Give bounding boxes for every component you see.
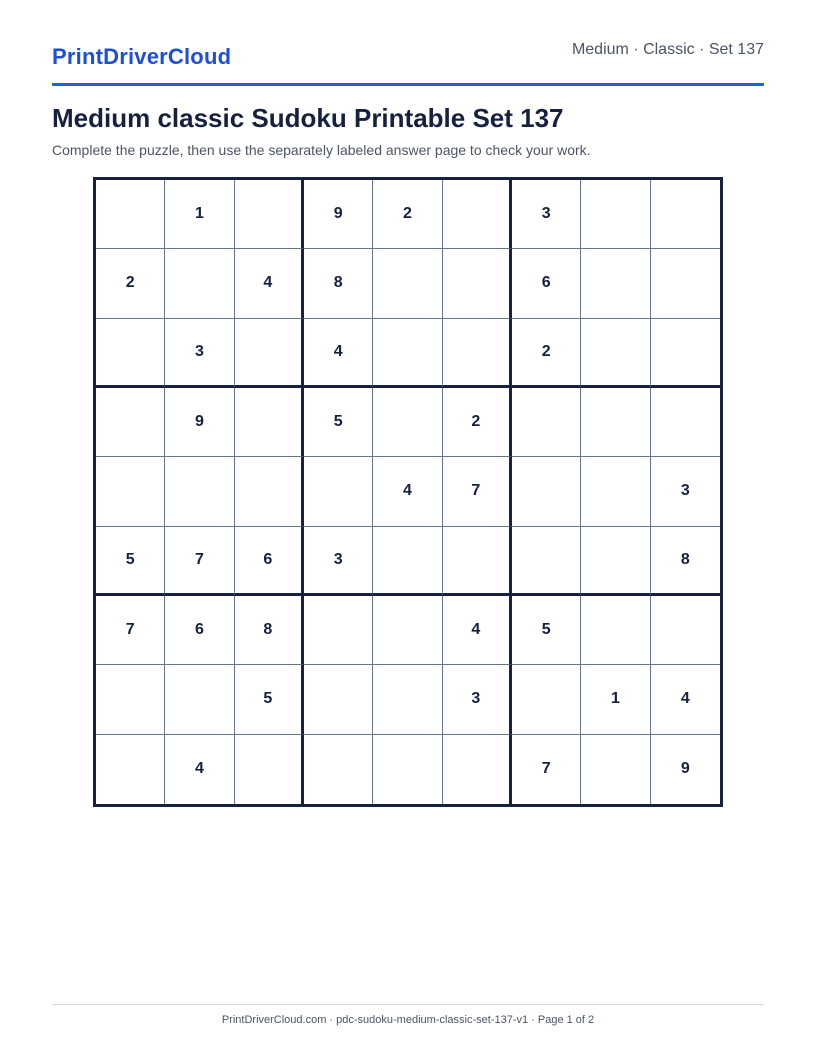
sudoku-cell [165,457,234,526]
sudoku-cell [443,180,512,249]
sudoku-cell: 4 [304,319,373,388]
sudoku-cell [651,388,720,457]
sudoku-cell: 6 [165,596,234,665]
sudoku-grid [93,177,723,807]
sudoku-cell [96,735,165,804]
sudoku-cell: 4 [373,457,442,526]
sudoku-cell [373,388,442,457]
sudoku-cell [443,249,512,318]
sudoku-cell: 6 [235,527,304,596]
sudoku-cell [581,527,650,596]
page-footer: PrintDriverCloud.com · pdc-sudoku-medium-classic-set-137-v1 · Page 1 of 2 [221,1014,595,1026]
sudoku-cell [304,735,373,804]
sudoku-cell: 9 [680,760,690,778]
sudoku-cell: 5 [96,527,165,596]
sudoku-cell [304,596,373,665]
sudoku-cell: 2 [373,180,442,249]
sudoku-cell [581,180,650,249]
sudoku-cell [651,180,720,249]
sudoku-cell: 4 [443,596,512,665]
sudoku-cell: 3 [651,457,720,526]
sudoku-cell: 3 [443,665,512,734]
sudoku-cell: 8 [235,596,304,665]
sudoku-cell [235,319,304,388]
sudoku-cell [651,596,720,665]
sudoku-cell: 2 [512,319,581,388]
sudoku-cell [96,388,165,457]
sudoku-cell [235,180,304,249]
sudoku-cell [373,319,442,388]
header-divider [52,83,764,86]
sudoku-cell [235,388,304,457]
sudoku-cell [373,527,442,596]
sudoku-cell [581,457,650,526]
footer-divider [52,1004,764,1005]
sudoku-cell [581,319,650,388]
sudoku-cell [373,735,442,804]
sudoku-cell: 6 [512,249,581,318]
sudoku-cell: 7 [96,596,165,665]
puzzle-meta: Medium · Classic · Set 137 [571,41,764,58]
sudoku-cell: 9 [304,180,373,249]
sudoku-cell [235,735,304,804]
sudoku-cell [512,457,581,526]
sudoku-cell [581,388,650,457]
sudoku-cell [651,249,720,318]
sudoku-cell [373,665,442,734]
sudoku-cell [443,735,512,804]
sudoku-cell: 4 [235,249,304,318]
sudoku-cell: 2 [96,249,165,318]
sudoku-cell [581,735,650,804]
sudoku-cell [165,665,234,734]
sudoku-cell: 4 [651,665,720,734]
sudoku-cell [512,388,581,457]
sudoku-cell [165,249,234,318]
sudoku-cell [581,596,650,665]
sudoku-cell: 9 [165,388,234,457]
sudoku-cell: 3 [165,319,234,388]
sudoku-cell [96,665,165,734]
sudoku-cell: 1 [581,665,650,734]
page-subtitle: Complete the puzzle, then use the separately labeled answer page to check your work. [52,142,591,158]
sudoku-cell: 7 [165,527,234,596]
sudoku-cell [581,249,650,318]
sudoku-cell [304,665,373,734]
sudoku-cell: 5 [304,388,373,457]
sudoku-cell: 7 [512,735,581,804]
sudoku-cell [373,249,442,318]
sudoku-cell [373,596,442,665]
brand-logo-text: PrintDriverCloud [52,44,232,69]
sudoku-cell: 2 [443,388,512,457]
page-title: Medium classic Sudoku Printable Set 137 [52,103,564,133]
sudoku-cell: 3 [304,527,373,596]
sudoku-cell [304,457,373,526]
sudoku-cell: 3 [512,180,581,249]
sudoku-cell [96,319,165,388]
sudoku-cell: 1 [165,180,234,249]
sudoku-cell [96,180,165,249]
sudoku-cell: 7 [443,457,512,526]
sudoku-cell [443,319,512,388]
sudoku-cell [512,527,581,596]
sudoku-cell: 8 [304,249,373,318]
sudoku-cell: 8 [651,527,720,596]
sudoku-cell [235,457,304,526]
sudoku-cell: 5 [235,665,304,734]
sudoku-cell [96,457,165,526]
sudoku-cell: 5 [512,596,581,665]
sudoku-cell: 4 [165,735,234,804]
sudoku-cell [651,319,720,388]
sudoku-cell [512,665,581,734]
sudoku-cell [443,527,512,596]
